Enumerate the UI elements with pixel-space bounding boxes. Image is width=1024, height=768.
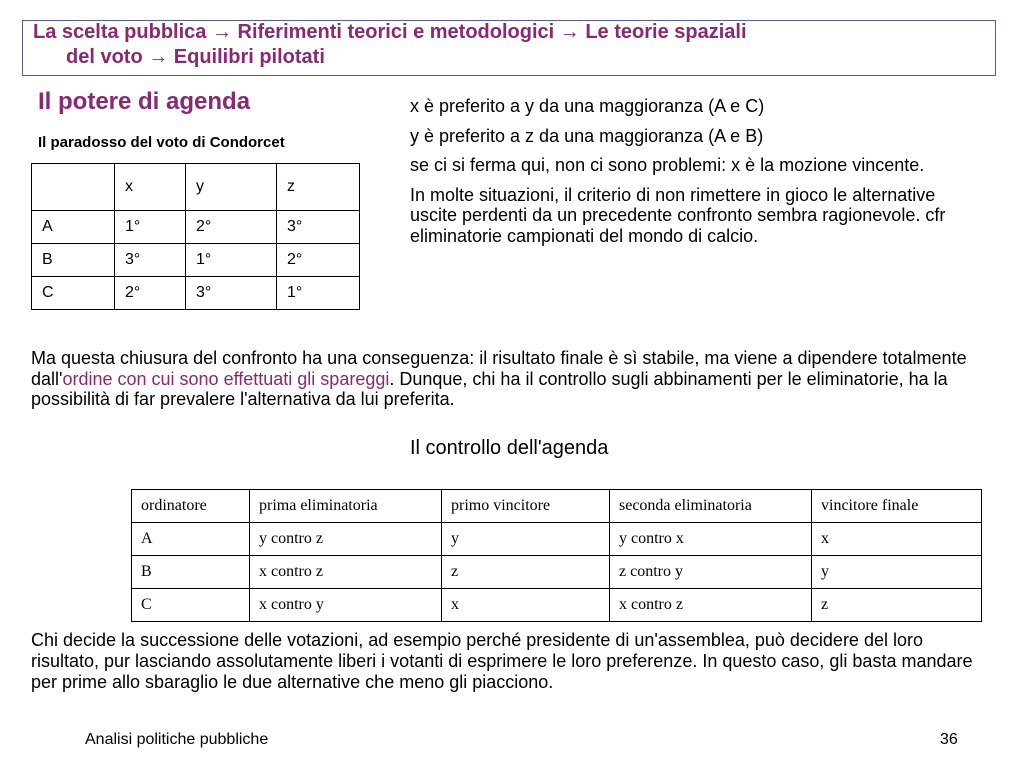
table-row (132, 523, 982, 556)
paragraph-text: . Dunque, chi ha il controllo sugli abbinamenti per le eliminatorie, ha la possibilità di far prevalere l'alternativa da lui preferita. (31, 368, 948, 409)
paragraph-text: Ma questa chiusura del confronto ha una conseguenza: il risultato finale è sì stabile, ma viene a dipendere totalmente dall' (31, 348, 967, 389)
table-cell: vincitore finale (812, 490, 982, 523)
table-row (32, 244, 360, 277)
table-cell: x contro z (610, 589, 812, 622)
section-heading: Il potere di agenda (38, 88, 251, 115)
page-number: 36 (940, 731, 958, 748)
table-cell: 1° (277, 277, 360, 310)
footer-course-name: Analisi politiche pubbliche (85, 731, 269, 748)
table-cell: seconda eliminatoria (610, 490, 812, 523)
table-cell: y contro z (250, 523, 442, 556)
agenda-table-title: Il controllo dell'agenda (410, 437, 609, 459)
table-cell: 1° (186, 244, 277, 277)
table-cell: 3° (115, 244, 186, 277)
table-cell: z (442, 556, 610, 589)
table-cell: y contro x (610, 523, 812, 556)
table-cell: A (132, 523, 250, 556)
table-cell: y (442, 523, 610, 556)
table-cell: 2° (115, 277, 186, 310)
table-row (32, 277, 360, 310)
table-cell: ordinatore (132, 490, 250, 523)
table-cell: C (32, 277, 115, 310)
explanation-column (410, 96, 980, 255)
table-cell: prima eliminatoria (250, 490, 442, 523)
table-header-row (132, 490, 982, 523)
explanation-line: se ci si ferma qui, non ci sono problemi: x è la mozione vincente. (410, 155, 925, 175)
table-cell: B (132, 556, 250, 589)
slide-title-line1: La scelta pubblica → Riferimenti teorici e metodologici → Le teorie spaziali (33, 21, 747, 43)
table-row (132, 556, 982, 589)
table-cell: x contro y (250, 589, 442, 622)
table-cell: x (812, 523, 982, 556)
table-row (32, 211, 360, 244)
condorcet-table-title: Il paradosso del voto di Condorcet (38, 134, 285, 151)
table-cell: x (115, 164, 186, 211)
table-row (132, 589, 982, 622)
agenda-table (131, 489, 982, 622)
table-cell: y (812, 556, 982, 589)
table-cell: 3° (277, 211, 360, 244)
table-cell: z (812, 589, 982, 622)
table-cell: 3° (186, 277, 277, 310)
slide-title (33, 20, 983, 70)
table-cell: A (32, 211, 115, 244)
conclusion-paragraph: Chi decide la successione delle votazioni, ad esempio perché presidente di un'assemblea, può decidere del loro risultato, pur lasciando assolutamente liberi i votanti di esprimere le loro preferenze. In questo caso, gli basta mandare per prime allo sbaraglio le due alternative che meno gli piacciono. (31, 630, 973, 692)
explanation-line: In molte situazioni, il criterio di non rimettere in gioco le alternative uscite perdenti da un precedente confronto sembra ragionevole. cfr eliminatorie campionati del mondo di calcio. (410, 184, 946, 246)
consequence-paragraph (31, 348, 981, 410)
highlighted-phrase: ordine con cui sono effettuati gli spareggi (62, 368, 390, 389)
condorcet-table (31, 163, 360, 310)
table-cell: y (186, 164, 277, 211)
table-cell: 2° (186, 211, 277, 244)
table-cell: 1° (115, 211, 186, 244)
explanation-line: y è preferito a z da una maggioranza (A e B) (410, 125, 764, 146)
table-cell (32, 164, 115, 211)
table-cell: x (442, 589, 610, 622)
table-cell: B (32, 244, 115, 277)
table-cell: C (132, 589, 250, 622)
explanation-line: x è preferito a y da una maggioranza (A e C) (410, 96, 765, 116)
slide-title-line2: del voto → Equilibri pilotati (66, 46, 325, 68)
table-header-row (32, 164, 360, 211)
table-cell: z (277, 164, 360, 211)
table-cell: z contro y (610, 556, 812, 589)
table-cell: 2° (277, 244, 360, 277)
table-cell: primo vincitore (442, 490, 610, 523)
table-cell: x contro z (250, 556, 442, 589)
